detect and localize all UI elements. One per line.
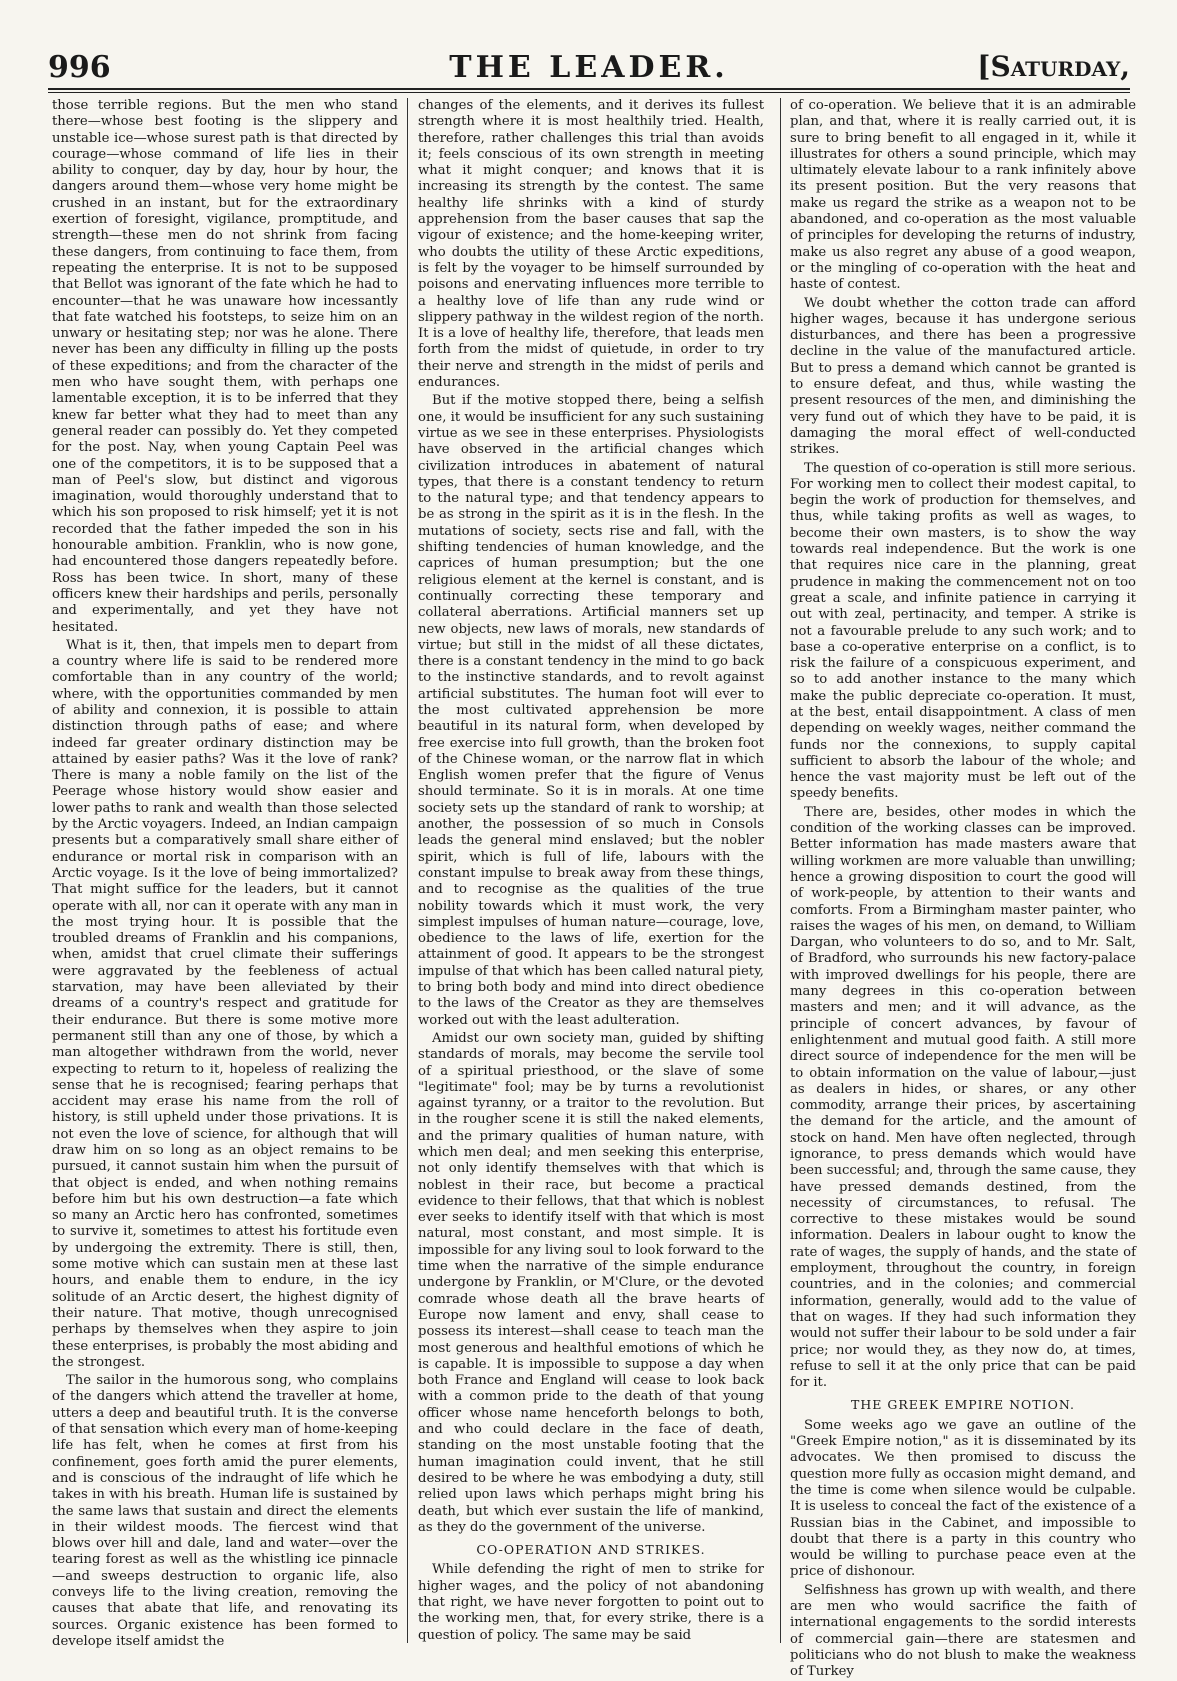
- paragraph: changes of the elements, and it derives its fullest strength where it is most healthily tried. Health, therefore, rather challenges this trial than avoids it; feels conscious of its own strength in meeting what it might conquer; and knows that it is increasing its strength by the contest. The same healthy life shrinks with a kind of sturdy apprehension from the baser causes that sap the vigour of existence; and the home-keeping writer, who doubts the utility of these Arctic expeditions, is felt by the voyager to be himself surrounded by poisons and enervating influences more terrible to a healthy love of life than any rude wind or slippery pathway in the wildest region of the north. It is a love of healthy life, therefore, that leads men forth from the midst of quietude, in order to try their nerve and strength in the midst of perils and endurances.: [418, 98, 764, 391]
- paragraph: those terrible regions. But the men who stand there—whose best footing is the slippery and unstable ice—whose surest path is that directed by courage—whose command of life lies in their ability to conquer, day by day, hour by hour, the dangers around them—whose very home might be crushed in an instant, but for the extraordinary exertion of foresight, vigilance, promptitude, and strength—these men do not shrink from facing these dangers, from continuing to face them, from repeating the enterprise. It is not to be supposed that Bellot was ignorant of the fate which he had to encounter—that he was unaware how incessantly that fate watched his footsteps, to seize him on an unwary or hesitating step; nor was he alone. There never has been any difficulty in filling up the posts of these expeditions; and from the character of the men who have sought them, with perhaps one lamentable exception, it is to be inferred that they knew far better what they had to meet than any general reader can possibly do. Yet they competed for the post. Nay, when young Captain Peel was one of the competitors, it is to be supposed that a man of Peel's slow, but distinct and vigorous imagination, would thoroughly understand that to which his son proposed to risk himself; yet it is not recorded that the father impeded the son in his honourable ambition. Franklin, who is now gone, had encountered those dangers repeatedly before. Ross has been twice. In short, many of these officers knew their hardships and perils, personally and experimentally, and yet they have not hesitated.: [52, 98, 398, 635]
- paragraph: Some weeks ago we gave an outline of the "Greek Empire notion," as it is disseminated by its advocates. We then promised to discuss the question more fully as occasion might demand, and the time is come when silence would be culpable. It is useless to conceal the fact of the existence of a Russian bias in the Cabinet, and impossible to doubt that there is a party in this country who would be willing to purchase peace even at the price of dishonour.: [790, 1417, 1136, 1580]
- paragraph: Selfishness has grown up with wealth, and there are men who would sacrifice the faith of international engagements to the sordid interests of commercial gain—there are statesmen and politicians who do not blush to make the weakness of Turkey: [790, 1582, 1136, 1680]
- paragraph: While defending the right of men to strike for higher wages, and the policy of not abandoning that right, we have never forgotten to point out to the working men, that, for every strike, there is a question of policy. The same may be said: [418, 1562, 764, 1643]
- paragraph: We doubt whether the cotton trade can afford higher wages, because it has undergone serious disturbances, and there has been a progressive decline in the value of the manufactured article. But to press a demand which cannot be granted is to ensure defeat, and thus, while wasting the present resources of the men, and diminishing the very fund out of which they have to be paid, it is damaging the moral effect of well-conducted strikes.: [790, 295, 1136, 458]
- column-1: [52, 98, 398, 1649]
- paragraph: of co-operation. We believe that it is an admirable plan, and that, where it is really carried out, it is sure to bring benefit to all engaged in it, while it illustrates for others a sound principle, which may ultimately elevate labour to a rank infinitely above its present position. But the very reasons that make us regard the strike as a weapon not to be abandoned, and co-operation as the most valuable of principles for developing the returns of industry, make us also regret any abuse of a good weapon, or the mingling of co-operation with the heat and haste of contest.: [790, 98, 1136, 293]
- page-number: 996: [48, 50, 111, 85]
- paragraph: There are, besides, other modes in which the condition of the working classes can be improved. Better information has made masters aware that willing workmen are more valuable than unwilling; hence a growing disposition to court the good will of work-people, by attention to their wants and comforts. From a Birmingham master painter, who raises the wages of his men, on demand, to William Dargan, who volunteers to do so, and to Mr. Salt, of Bradford, who surrounds his new factory-palace with improved dwellings for his people, there are many degrees in this co-operation between masters and men; and it will advance, as the principle of concert advances, by favour of enlightenment and mutual good faith. A still more direct source of independence for the men will be to obtain information on the value of labour,—just as dealers in hides, or shares, or any other commodity, arrange their prices, by ascertaining the demand for the article, and the amount of stock on hand. Men have often neglected, through ignorance, to press demands which would have been successful; and, through the same cause, they have pressed demands destined, from the necessity of circumstances, to refusal. The corrective to these mistakes would be sound information. Dealers in labour ought to know the rate of wages, the supply of hands, and the state of employment, throughout the country, in foreign countries, and in the colonies; and commercial information, generally, would add to the value of that on wages. If they had such information they would not suffer their labour to be sold under a fair price; nor would they, as they now do, at times, refuse to sell it at the only price that can be paid for it.: [790, 804, 1136, 1391]
- header-rule: [48, 88, 1130, 90]
- column-2: [418, 98, 764, 1643]
- paragraph: Amidst our own society man, guided by shifting standards of morals, may become the servile tool of a spiritual priesthood, or the slave of some "legitimate" fool; may be by turns a revolutionist against tyranny, or a traitor to the revolution. But in the rougher scene it is still the naked elements, and the primary qualities of human nature, with which men deal; and men seeking this enterprise, not only identify themselves with that which is noblest in their race, but become a practical evidence to their fellows, that that which is noblest ever seeks to identify itself with that which is most natural, most constant, and most simple. It is impossible for any living soul to look forward to the time when the narrative of the simple endurance undergone by Franklin, or M'Clure, or the devoted comrade whose death all the brave hearts of Europe now lament and envy, shall cease to possess its interest—shall cease to teach man the most generous and healthful emotions of which he is capable. It is impossible to suppose a day when both France and England will cease to look back with a common pride to the death of that young officer whose name henceforth belongs to both, and who could declare in the face of death, standing on the most unstable footing that the human imagination could invent, that he still desired to be where he was embodying a duty, still relied upon laws which perhaps might bring his death, but which ever sustain the life of mankind, as they do the government of the universe.: [418, 1030, 764, 1535]
- paragraph: The sailor in the humorous song, who complains of the dangers which attend the traveller at home, utters a deep and beautiful truth. It is the converse of that sensation which every man of home-keeping life has felt, when he comes at first from his confinement, goes forth amid the purer elements, and is conscious of the indraught of life which he takes in with his breath. Human life is sustained by the same laws that sustain and direct the elements in their wildest moods. The fiercest wind that blows over hill and dale, land and water—over the tearing forest as well as the whistling ice pinnacle—and sweeps destruction to organic life, also conveys life to the living creation, removing the causes that abate that life, and renovating its sources. Organic existence has been formed to develope itself amidst the: [52, 1373, 398, 1649]
- paragraph: But if the motive stopped there, being a selfish one, it would be insufficient for any such sustaining virtue as we see in these enterprises. Physiologists have observed in the artificial changes which civilization introduces in abatement of natural types, that there is a constant tendency to return to the natural type; and that tendency appears to be as strong in the spirit as it is in the flesh. In the mutations of society, sects rise and fall, with the shifting tendencies of human knowledge, and the caprices of human presumption; but the one religious element at the kernel is constant, and is continually correcting these temporary and collateral aberrations. Artificial manners set up new objects, new laws of morals, new standards of virtue; but still in the midst of all these dictates, there is a constant tendency in the mind to go back to the instinctive standards, and to revolt against artificial substitutes. The human foot will ever to the most cultivated apprehension be more beautiful in its natural form, when developed by free exercise into full growth, than the broken foot of the Chinese woman, or the narrow flat in which English women prefer that the figure of Venus should terminate. So it is in morals. At one time society sets up the standard of rank to worship; at another, the possession of so much in Consols leads the general mind enslaved; but the nobler spirit, which is full of life, labours with the constant impulse to break away from these things, and to recognise as the qualities of the true nobility towards which it must work, the very simplest impulses of human nature—courage, love, obedience to the laws of life, exertion for the attainment of good. It appears to be the strongest impulse of that which has been called natural piety, to bring both body and mind into direct obedience to the laws of the Creator as they are themselves worked out with the least adulteration.: [418, 393, 764, 1028]
- column-divider: [780, 98, 781, 1643]
- issue-day: [Saturday,: [977, 50, 1130, 83]
- paragraph: What is it, then, that impels men to depart from a country where life is said to be rendered more comfortable than in any country of the world; where, with the opportunities commanded by men of ability and connexion, it is possible to attain distinction through paths of ease; and where indeed far greater ordinary distinction may be attained by easier paths? Was it the love of rank? There is many a noble family on the list of the Peerage whose history would show easier and lower paths to rank and wealth than those selected by the Arctic voyagers. Indeed, an Indian campaign presents but a comparatively small share either of endurance or mortal risk in comparison with an Arctic voyage. Is it the love of being immortalized? That might suffice for the leaders, but it cannot operate with all, nor can it operate with any man in the most trying hour. It is possible that the troubled dreams of Franklin and his companions, when, amidst that cruel climate their sufferings were aggravated by the feebleness of actual starvation, may have been alleviated by their dreams of a country's respect and gratitude for their endurance. But there is some motive more permanent still than any one of those, by which a man altogether withdrawn from the world, never expecting to return to it, hopeless of realizing the sense that he is recognised; fearing perhaps that accident may erase his name from the roll of history, is still upheld under those privations. It is not even the love of science, for although that will draw him on so long as an object remains to be pursued, it cannot sustain him when the pursuit of that object is ended, and when nothing remains before him but his own destruction—a fate which so many an Arctic hero has confronted, sometimes to survive it, sometimes to attest his fortitude even by undergoing the extremity. There is still, then, some motive which can sustain men at these last hours, and enable them to endure, in the icy solitude of an Arctic desert, the highest dignity of their nature. That motive, though unrecognised perhaps by themselves when they aspire to join these enterprises, is probably the most abiding and the strongest.: [52, 637, 398, 1370]
- header-rule-thin: [48, 92, 1130, 93]
- paragraph: The question of co-operation is still more serious. For working men to collect their modest capital, to begin the work of production for themselves, and thus, while taking profits as well as wages, to become their own masters, is to show the way towards real independence. But the work is one that requires nice care in the planning, great prudence in making the commencement not on too great a scale, and infinite patience in carrying it out with zeal, pertinacity, and temper. A strike is not a favourable prelude to any such work; and to base a co-operative enterprise on a conflict, is to risk the failure of a conspicuous experiment, and so to add another instance to the many which make the public depreciate co-operation. It must, at the best, entail disappointment. A class of men depending on weekly wages, neither command the funds nor the connexions, to supply capital sufficient to absorb the labour of the whole; and hence the vast majority must be left out of the speedy benefits.: [790, 460, 1136, 802]
- masthead-title: THE LEADER.: [449, 50, 729, 85]
- article-heading: THE GREEK EMPIRE NOTION.: [851, 1397, 1075, 1413]
- page-header: [48, 46, 1130, 86]
- article-heading: CO-OPERATION AND STRIKES.: [476, 1542, 706, 1558]
- column-divider: [407, 98, 408, 1643]
- column-3: [790, 98, 1136, 1680]
